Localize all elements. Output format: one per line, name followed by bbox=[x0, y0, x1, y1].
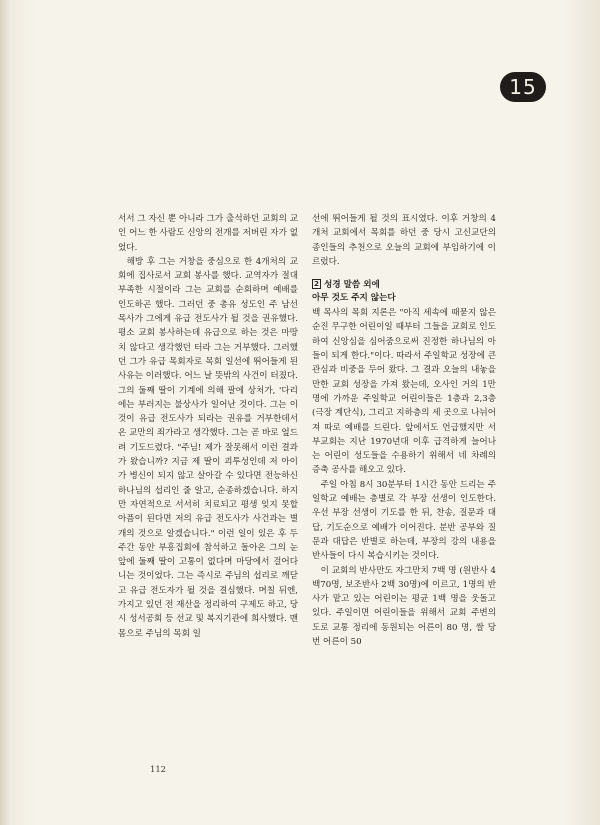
paragraph: 해방 후 그는 거창을 중심으로 한 4개처의 교회에 집사로서 교회 봉사를 했다. 교역자가 절대 부족한 시절이라 그는 교회를 순회하며 예배를 인도하곤 했다. 그러던 중 총유 성도인 주 남선 목사가 그에게 유급 전도사가 될 것을 권유했다. 평소 교회 봉사하는데 유급으로 하는 것은 마땅치 않다고 생각했던 터라 그는 거부했다. 그러했던 그가 유급 목회자로 목회 일선에 뛰어들게 된 사유는 이러했다. 어느 날 뜻밖의 사건이 터졌다. 그의 둘째 딸이 기계에 의해 팔에 상처가, '다리에는 부러지는 불상사가 일어난 것이다. 그는 이것이 유급 전도사가 되라는 권유를 거부한데서 온 교만의 죄가라고 생각했다. 그는 곧 바로 엎드려 기도드렸다. "주님! 제가 잘못해서 이런 결과가 왔습니까? 지금 제 딸이 괴투성인데 저 아이가 병신이 되지 않고 살아갈 수 있다면 전능하신 하나님의 섭리인 줄 알고, 순종하겠습니다. 하지만 자연적으로 서서히 치료되고 평생 잊지 못할 아픔이 된다면 저의 유급 전도사가 사건과는 별개의 것으로 알겠습니다." 이런 일이 있은 후 두 주간 동안 부흥집회에 참석하고 돌아온 그의 눈 앞에 둘째 딸이 고통이 없다며 마당에서 걸어다니는 것이었다. 그는 즉시로 주님의 섭리로 깨닫고 유급 전도자가 될 것을 결심했다. 며칠 뒤엔, 가지고 있던 전 재산을 정리하여 구제도 하고, 당시 성서공회 등 선교 및 복지기관에 희사했다. 맨 몸으로 주님의 목회 일 bbox=[118, 256, 298, 639]
page-spine-shadow bbox=[0, 0, 10, 825]
section-subtitle: 아무 것도 주지 않는다 bbox=[312, 293, 396, 304]
right-text-column bbox=[312, 212, 496, 649]
left-text-column bbox=[118, 212, 298, 641]
section-number: 2 bbox=[314, 279, 320, 289]
chapter-number: 15 bbox=[509, 75, 537, 99]
paragraph: 백 목사의 목회 지론은 "아직 세속에 때묻지 않은 순진 무구한 어린이일 때부터 그들을 교회로 인도하여 신앙심을 심어줌으로써 진정한 하나님의 아들이 되게 한다."이다. 따라서 주일학교 성장에 큰 관심과 비중을 두어 왔다. 그 결과 오늘의 내놓을 만한 교회 성장을 가져 왔는데, 오사인 거의 1만 명에 가까운 주일학교 어린이들은 1층과 2,3층(극장 계단식), 그리고 지하층의 세 곳으로 나뉘어져 따로 예배를 드린다. 앞에서도 언급했지만 서부교회는 지난 1970년대 이후 급격하게 늘어나는 어린이 성도들을 수용하기 위해서 네 차례의 증축 공사를 해오고 있다. bbox=[312, 308, 496, 476]
paragraph: 서서 그 자신 뿐 아니라 그가 출석하던 교회의 교인 어느 한 사람도 신앙의 전개를 저버린 자가 없었다. bbox=[118, 214, 298, 253]
section-title: 성경 말씀 외에 bbox=[324, 280, 380, 291]
page-number: 112 bbox=[150, 764, 166, 774]
paragraph: 주일 아침 8시 30분부터 1시간 동안 드리는 주일학교 예배는 층별로 각 부장 선생이 인도한다. 우선 부장 선생이 기도를 한 뒤, 찬송, 질문과 대답, 기도순으로 예배가 이어진다. 분반 공부와 질문과 대답은 반별로 하는데, 부장의 강의 내용을 반사들이 다시 복습시키는 것이다. bbox=[312, 479, 496, 562]
section-heading bbox=[312, 279, 496, 292]
paragraph: 이 교회의 반사만도 자그만치 7백 명 (원반사 4백70명, 보조반사 2백 30명)에 이르고, 1명의 반사가 맡고 있는 어린이는 평균 1백 명을 웃돌고 있다. 주일이면 어린이들을 위해서 교회 주변의 도로 교통 정리에 동원되는 어른이 80 명, 쌀 당번 어른이 50 bbox=[312, 565, 496, 648]
chapter-number-badge bbox=[500, 72, 546, 102]
paragraph: 선에 뛰어들게 될 것의 표시였다. 이후 거창의 4개처 교회에서 목회를 하던 중 당시 고신교단의 종인들의 추천으로 오늘의 교회에 부임하기에 이르렀다. bbox=[312, 214, 496, 267]
